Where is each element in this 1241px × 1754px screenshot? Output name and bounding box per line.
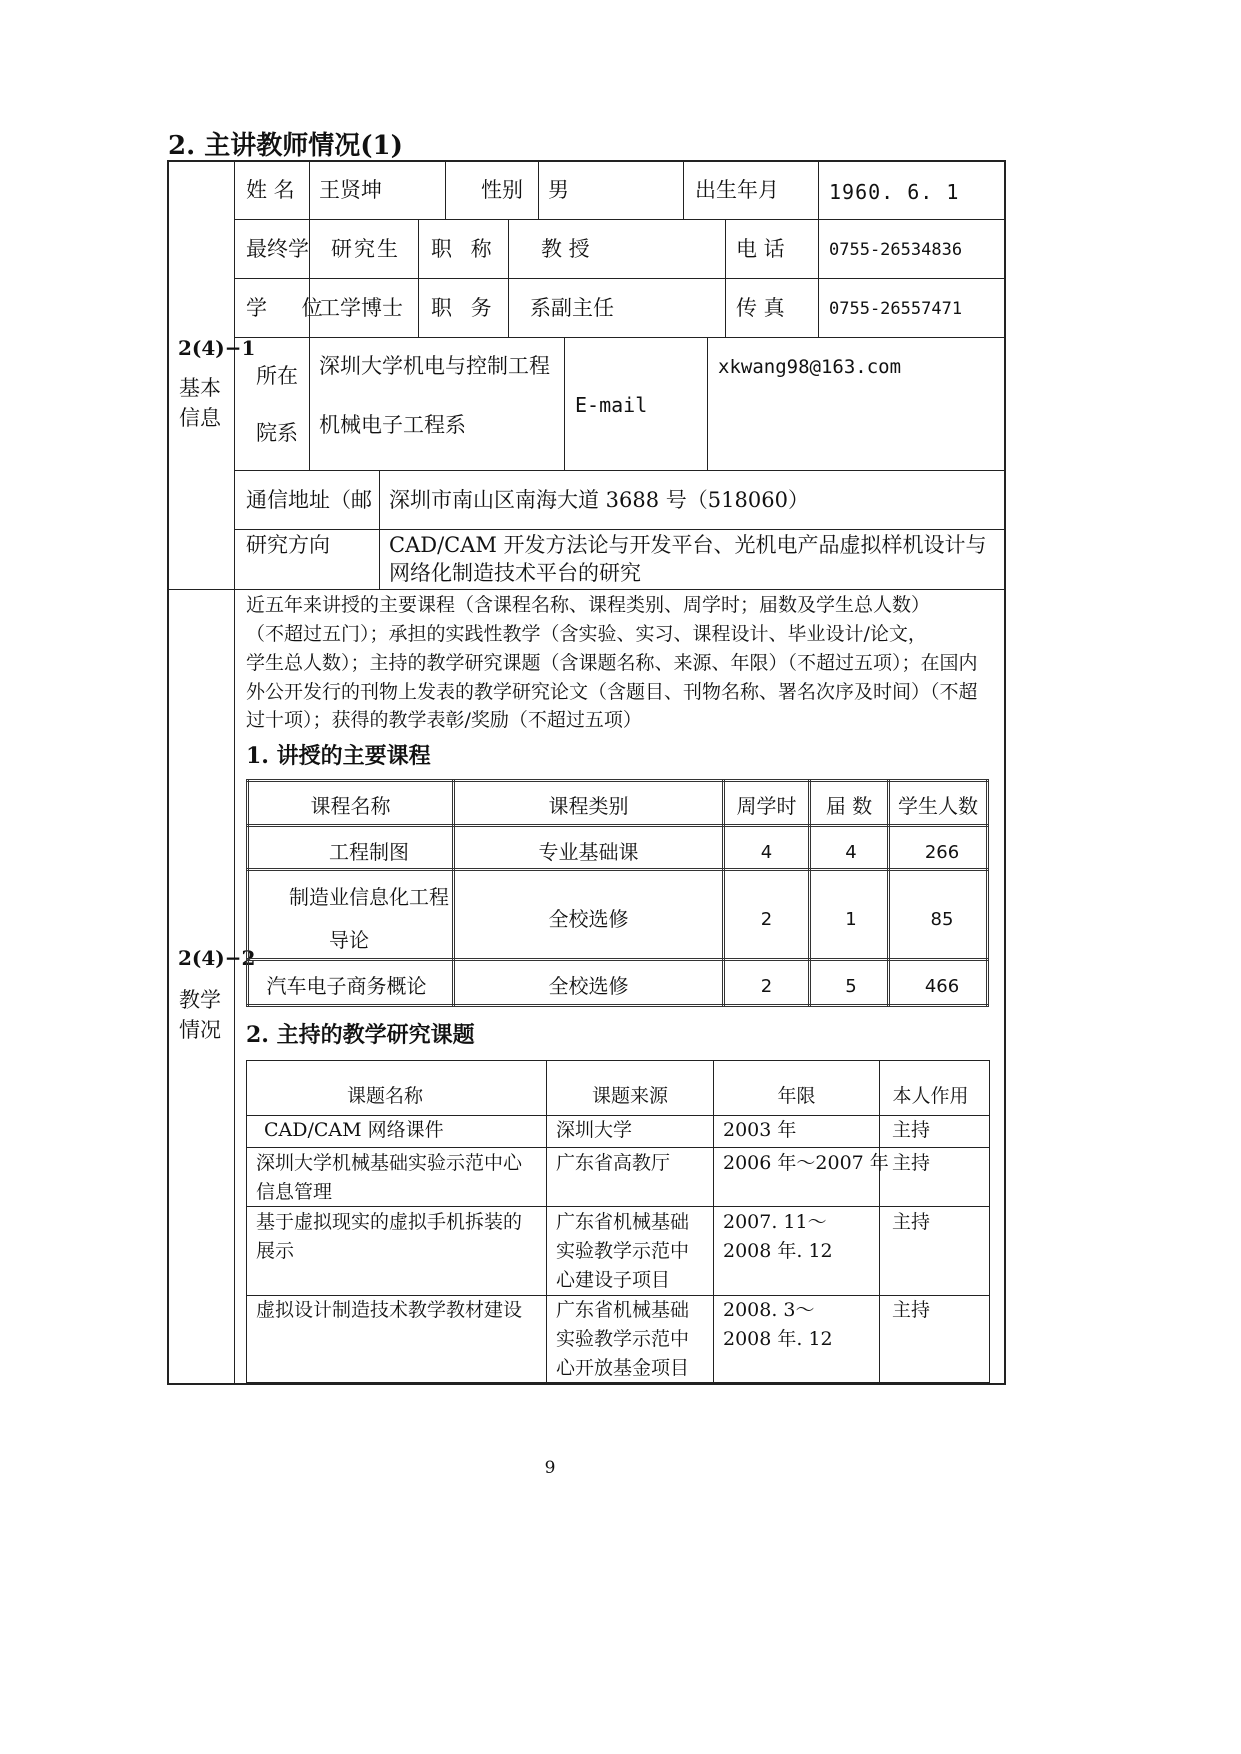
course-header-type: 课程类别	[548, 794, 629, 818]
course-name: 制造业信息化工程	[289, 885, 449, 909]
row-divider	[234, 219, 1005, 220]
intro-line: 学生总人数）；主持的教学研究课题（含课题名称、来源、年限）（不超过五项）；在国内	[246, 652, 978, 674]
cell-divider	[379, 470, 380, 589]
department-value-1: 深圳大学机电与控制工程	[319, 354, 550, 378]
degree-label: 学 位	[246, 296, 337, 320]
teaching-group-label-2: 情况	[179, 1018, 221, 1042]
degree-value: 工学博士	[319, 296, 403, 320]
department-label-2: 院系	[256, 421, 298, 445]
course-name: 汽车电子商务概论	[266, 974, 427, 998]
row-divider	[234, 470, 1005, 471]
projects-table-line	[546, 1060, 547, 1383]
project-role: 主持	[892, 1211, 931, 1233]
course-name-cont: 导论	[329, 928, 369, 952]
project-header-role: 本人作用	[892, 1085, 969, 1107]
courses-table-line	[246, 868, 989, 871]
courses-table-line	[986, 779, 989, 1007]
course-sessions: 1	[845, 909, 857, 930]
research-value-2: 网络化制造技术平台的研究	[389, 561, 641, 585]
course-hours: 2	[760, 976, 773, 997]
courses-table-line	[246, 779, 989, 782]
projects-table-line	[246, 1060, 247, 1383]
phone-label: 电 话	[736, 237, 785, 261]
cell-divider	[309, 337, 310, 470]
courses-table-line	[246, 958, 989, 961]
table-top-border	[167, 160, 1006, 162]
cell-divider	[445, 160, 446, 219]
birth-value: 1960. 6. 1	[829, 180, 960, 204]
intro-line: 近五年来讲授的主要课程（含课程名称、课程类别、周学时；届数及学生总人数）	[246, 594, 931, 616]
courses-table-line	[246, 1004, 989, 1007]
teaching-group-code: 2(4)−2	[178, 946, 256, 970]
course-name: 工程制图	[329, 840, 409, 864]
project-period-cont: 2008 年. 12	[723, 1328, 833, 1350]
project-source: 广东省机械基础	[556, 1211, 690, 1233]
cell-divider	[818, 160, 819, 219]
gender-value: 男	[548, 178, 569, 202]
intro-line: 过十项）；获得的教学表彰/奖励（不超过五项）	[246, 709, 642, 731]
cell-divider	[309, 160, 310, 219]
project-name: CAD/CAM 网络课件	[264, 1119, 444, 1141]
project-role: 主持	[892, 1119, 931, 1141]
project-source: 广东省机械基础	[556, 1299, 690, 1321]
project-source-cont: 心建设子项目	[556, 1269, 671, 1291]
course-type: 专业基础课	[538, 840, 639, 864]
project-period: 2008. 3～	[723, 1299, 815, 1321]
research-label: 研究方向	[246, 533, 330, 557]
project-header-name: 课题名称	[346, 1085, 423, 1107]
project-source: 深圳大学	[556, 1119, 633, 1141]
phone-value: 0755-26534836	[829, 240, 963, 260]
cell-divider	[683, 160, 684, 219]
cell-divider	[564, 337, 565, 470]
project-period-cont: 2008 年. 12	[723, 1240, 833, 1262]
project-name: 深圳大学机械基础实验示范中心	[256, 1152, 523, 1174]
cell-divider	[418, 219, 419, 337]
basic-group-label-2: 信息	[179, 406, 221, 430]
course-students: 85	[930, 909, 954, 930]
project-source: 广东省高教厅	[556, 1152, 671, 1174]
research-value-1: CAD/CAM 开发方法论与开发平台、光机电产品虚拟样机设计与	[389, 533, 987, 557]
courses-heading: 1. 讲授的主要课程	[246, 743, 431, 769]
table-right-border	[1004, 160, 1006, 1384]
birth-label: 出生年月	[695, 178, 779, 202]
basic-group-code: 2(4)−1	[178, 336, 256, 360]
gender-label: 性别	[481, 178, 523, 202]
course-type: 全校选修	[548, 907, 629, 931]
project-source-cont: 心开放基金项目	[556, 1357, 690, 1379]
course-hours: 4	[760, 842, 773, 863]
fax-label: 传 真	[736, 296, 785, 320]
department-label-1: 所在	[256, 364, 298, 388]
project-role: 主持	[892, 1152, 931, 1174]
course-type: 全校选修	[548, 974, 629, 998]
group-divider	[167, 589, 1006, 590]
project-period: 2006 年～2007 年	[723, 1152, 889, 1174]
course-header-hours: 周学时	[736, 794, 797, 818]
cell-divider	[508, 219, 509, 337]
projects-table-line	[989, 1060, 990, 1383]
intro-line: 外公开发行的刊物上发表的教学研究论文（含题目、刊物名称、署名次序及时间）（不超	[246, 681, 978, 703]
address-label: 通信地址（邮	[246, 488, 372, 512]
department-value-2: 机械电子工程系	[319, 413, 466, 437]
course-header-students: 学生人数	[898, 794, 978, 818]
row-divider	[234, 278, 1005, 279]
name-value: 王贤坤	[319, 178, 382, 202]
project-header-source: 课题来源	[591, 1085, 668, 1107]
page-number: 9	[544, 1458, 556, 1478]
course-sessions: 4	[845, 842, 857, 863]
project-name: 虚拟设计制造技术教学教材建设	[256, 1299, 523, 1321]
address-value: 深圳市南山区南海大道 3688 号（518060）	[389, 488, 809, 512]
project-source-cont: 实验教学示范中	[556, 1328, 690, 1350]
cell-divider	[725, 219, 726, 337]
email-value: xkwang98@163.com	[718, 356, 902, 378]
cell-divider	[818, 219, 819, 337]
cell-divider	[538, 160, 539, 219]
project-name: 基于虚拟现实的虚拟手机拆装的	[256, 1211, 523, 1233]
post-value: 系副主任	[530, 296, 614, 320]
project-header-period: 年限	[777, 1085, 816, 1107]
education-value: 研究生	[331, 237, 400, 261]
course-sessions: 5	[845, 976, 857, 997]
table-left-border	[167, 160, 169, 1384]
projects-table-line	[713, 1060, 714, 1383]
course-header-sessions: 届 数	[825, 794, 873, 818]
intro-line: （不超过五门）；承担的实践性教学（含实验、实习、课程设计、毕业设计/论文，	[246, 623, 927, 645]
project-name-cont: 展示	[256, 1240, 295, 1262]
course-students: 466	[924, 976, 960, 997]
project-role: 主持	[892, 1299, 931, 1321]
title-label: 职 称	[431, 237, 498, 261]
project-name-cont: 信息管理	[256, 1181, 333, 1203]
education-label: 最终学	[246, 237, 309, 261]
cell-divider	[707, 337, 708, 470]
project-period: 2003 年	[723, 1119, 797, 1141]
title-value: 教 授	[541, 237, 590, 261]
course-students: 266	[924, 842, 960, 863]
basic-group-label-1: 基本	[179, 376, 221, 400]
section-title: 2. 主讲教师情况(1)	[168, 131, 403, 161]
projects-table-line	[879, 1060, 880, 1383]
course-header-name: 课程名称	[310, 794, 391, 818]
email-label: E-mail	[575, 393, 648, 417]
name-label: 姓 名	[246, 178, 295, 202]
courses-table-line	[246, 824, 989, 827]
teaching-group-label-1: 教学	[179, 988, 221, 1012]
row-divider	[234, 337, 1005, 338]
project-period: 2007. 11～	[723, 1211, 827, 1233]
post-label: 职 务	[431, 296, 498, 320]
course-hours: 2	[760, 909, 773, 930]
table-bottom-border	[167, 1383, 1006, 1385]
project-source-cont: 实验教学示范中	[556, 1240, 690, 1262]
projects-heading: 2. 主持的教学研究课题	[246, 1022, 475, 1048]
row-divider	[234, 529, 1005, 530]
fax-value: 0755-26557471	[829, 299, 963, 319]
